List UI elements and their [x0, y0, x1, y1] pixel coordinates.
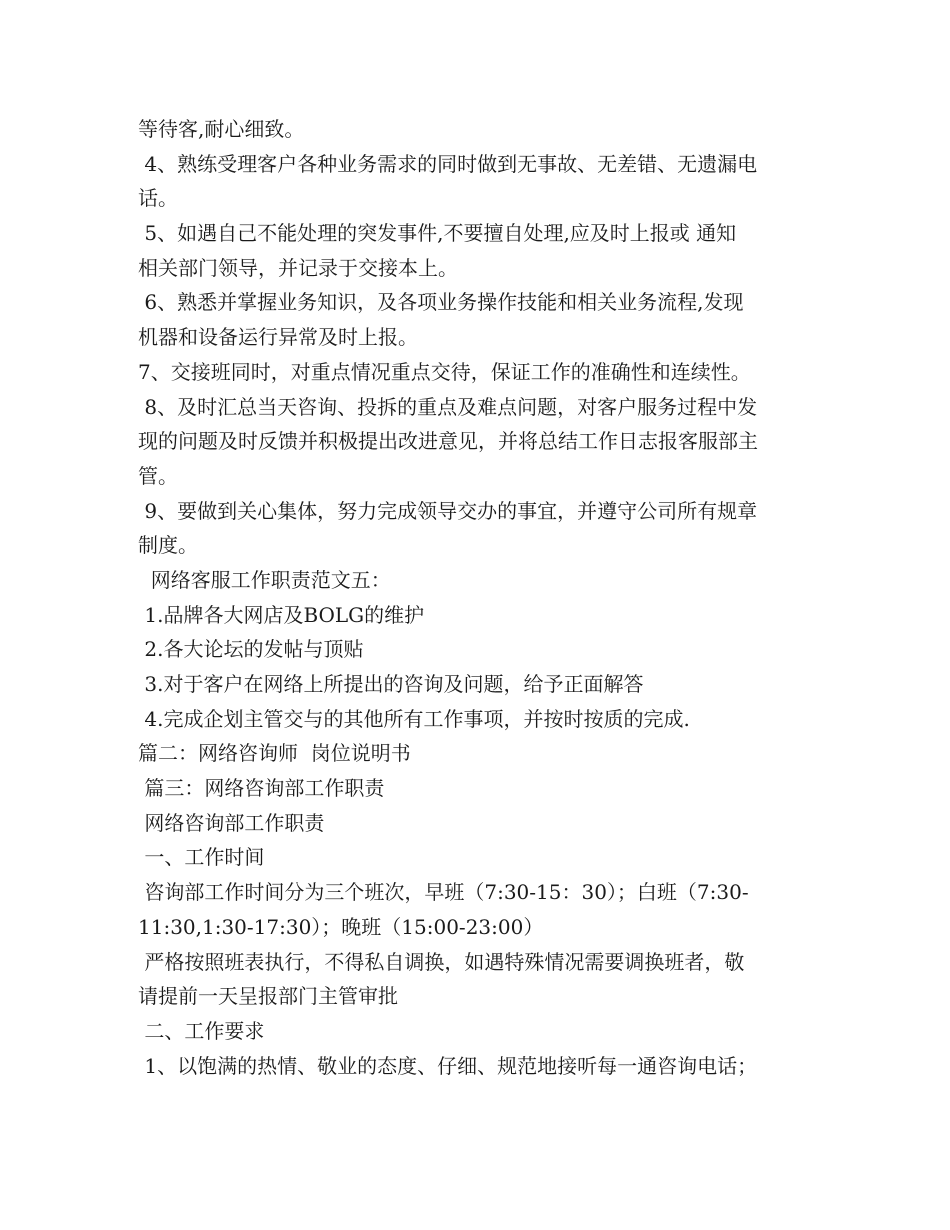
text-line: 5、如遇自己不能处理的突发事件,不要擅自处理,应及时上报或 通知 — [138, 221, 737, 246]
list-item: 2.各大论坛的发帖与顶贴 — [138, 637, 364, 662]
text-line: 相关部门领导，并记录于交接本上。 — [138, 255, 458, 280]
section-heading: 网络客服工作职责范文五： — [138, 567, 391, 592]
text-line: 8、及时汇总当天咨询、投拆的重点及难点问题，对客户服务过程中发 — [138, 394, 758, 419]
text-line: 6、熟悉并掌握业务知识，及各项业务操作技能和相关业务流程,发现 — [138, 290, 744, 315]
text-line: 7、交接班同时，对重点情况重点交待，保证工作的准确性和连续性。 — [138, 359, 751, 384]
subsection-heading: 一、工作时间 — [138, 845, 265, 870]
text-line: 严格按照班表执行，不得私自调换，如遇特殊情况需要调换班者，敬 — [138, 949, 745, 974]
text-line: 1、以饱满的热情、敬业的态度、仔细、规范地接听每一通咨询电话； — [138, 1053, 758, 1078]
text-line: 管。 — [138, 463, 178, 488]
text-line: 现的问题及时反馈并积极提出改进意见，并将总结工作日志报客服部主 — [138, 429, 758, 454]
text-line: 请提前一天呈报部门主管审批 — [138, 984, 398, 1009]
section-heading: 篇二：网络咨询师 岗位说明书 — [138, 741, 411, 766]
text-line: 机器和设备运行异常及时上报。 — [138, 325, 418, 350]
text-line: 等待客,耐心细致。 — [138, 117, 305, 141]
document-body — [138, 112, 818, 1083]
text-line: 制度。 — [138, 533, 198, 558]
list-item: 4.完成企划主管交与的其他所有工作事项，并按时按质的完成. — [138, 706, 690, 731]
text-line: 4、熟练受理客户各种业务需求的同时做到无事故、无差错、无遗漏电 — [138, 151, 758, 176]
list-item: 3.对于客户在网络上所提出的咨询及问题，给予正面解答 — [138, 672, 644, 696]
text-line: 咨询部工作时间分为三个班次，早班（7:30-15：30）；白班（7:30- — [138, 880, 749, 905]
section-heading: 篇三：网络咨询部工作职责 — [138, 776, 385, 801]
subsection-heading: 二、工作要求 — [138, 1018, 265, 1043]
text-line: 话。 — [138, 186, 178, 211]
list-item: 1.品牌各大网店及BOLG的维护 — [138, 602, 425, 627]
text-line: 9、要做到关心集体，努力完成领导交办的事宜，并遵守公司所有规章 — [138, 498, 758, 523]
text-line: 11:30,1:30-17:30）；晚班（15:00-23:00） — [138, 914, 544, 939]
section-heading: 网络咨询部工作职责 — [138, 810, 325, 835]
